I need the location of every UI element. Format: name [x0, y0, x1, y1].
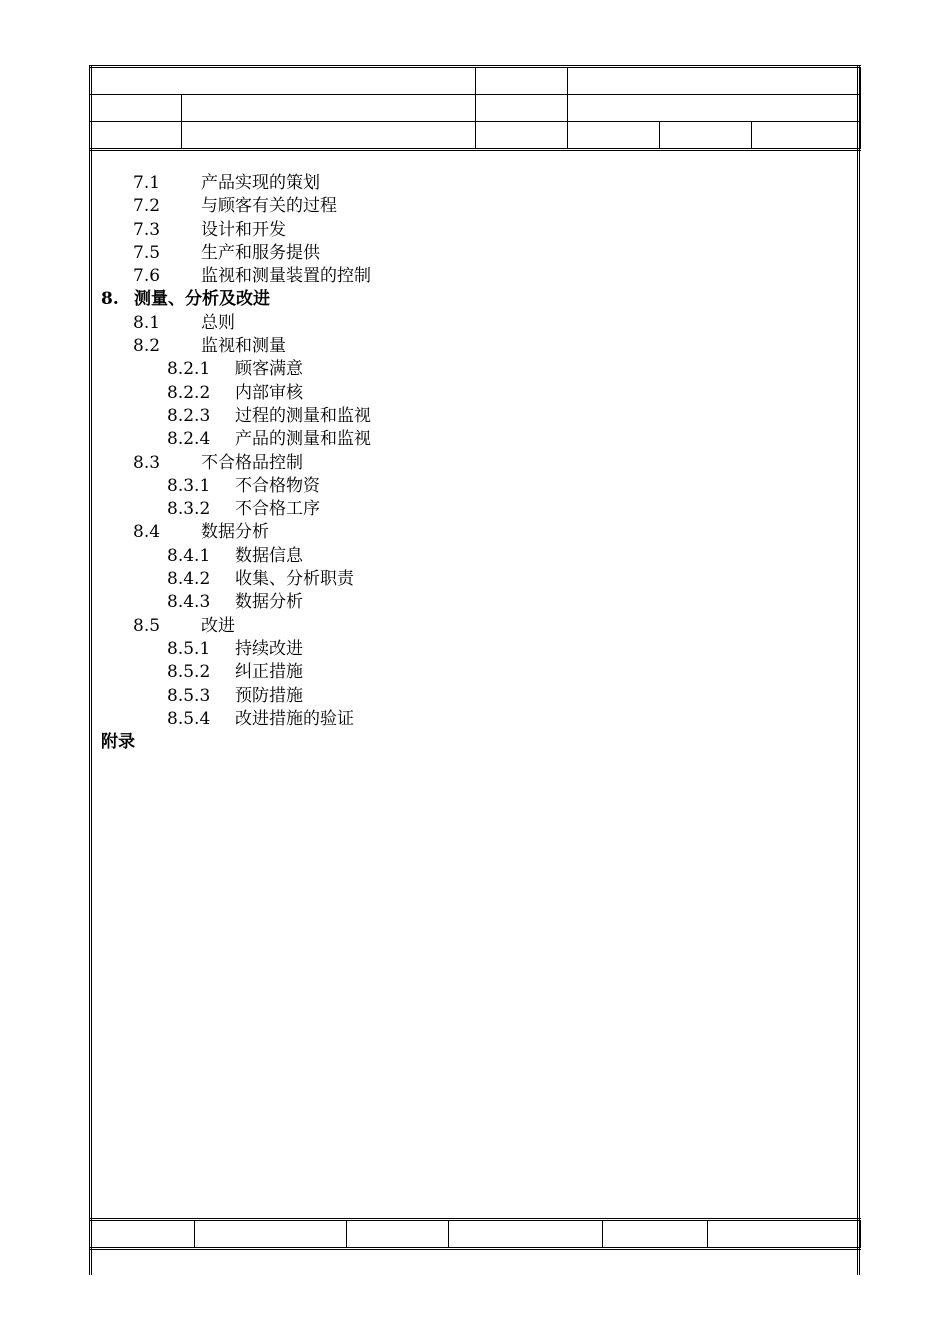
- toc-entry-title: 内部审核: [235, 382, 303, 403]
- page-frame: [89, 65, 860, 1275]
- toc-entry-number: 8.4.1: [167, 545, 211, 566]
- toc-entry-title: 总则: [201, 312, 235, 333]
- toc-entry-title: 附录: [101, 732, 135, 753]
- footer-cell: [90, 1220, 195, 1249]
- toc-entry-number: 8.4.3: [167, 592, 211, 613]
- toc-entry-number: 8.5.4: [167, 708, 211, 729]
- header-cell: [752, 122, 861, 150]
- toc-entry-title: 收集、分析职责: [235, 569, 354, 590]
- frame-right-border: [857, 65, 860, 1275]
- header-table: [89, 65, 861, 151]
- header-cell: [476, 122, 568, 150]
- toc-entry-title: 数据信息: [235, 545, 303, 566]
- toc-entry-title: 数据分析: [235, 592, 303, 613]
- header-cell: [182, 95, 476, 122]
- toc-entry-number: 7.1: [133, 173, 161, 193]
- toc-entry-number: 8.2.2: [167, 382, 211, 403]
- header-row-1: [90, 67, 861, 95]
- toc-entry-number: 7.6: [133, 266, 161, 287]
- frame-left-border: [89, 65, 92, 1275]
- toc-entry-title: 设计和开发: [201, 219, 286, 240]
- toc-entry-number: 8.4: [133, 522, 161, 543]
- footer-cell: [347, 1220, 449, 1249]
- toc-entry-number: 8.2.4: [167, 429, 211, 450]
- header-cell: [90, 95, 182, 122]
- header-cell: [568, 95, 861, 122]
- toc-entry-title: 不合格品控制: [201, 452, 303, 473]
- header-cell: [476, 67, 568, 95]
- toc-entry-title: 改进措施的验证: [235, 708, 354, 729]
- toc-entry-number: 8.5.3: [167, 685, 211, 706]
- header-cell: [660, 122, 752, 150]
- toc-entry-number: 8.5.1: [167, 638, 211, 659]
- header-cell: [476, 95, 568, 122]
- toc-entry-title: 预防措施: [235, 685, 303, 706]
- header-cell: [182, 122, 476, 150]
- toc-entry-number: 8.4.2: [167, 569, 211, 590]
- toc-entry-title: 纠正措施: [235, 662, 303, 683]
- toc-entry-number: 8.2.1: [167, 359, 211, 380]
- toc-entry-number: 8.2: [133, 336, 161, 357]
- toc-entry-number: 8.5: [133, 615, 161, 636]
- toc-entry-number: 8.1: [133, 312, 161, 333]
- footer-cell: [449, 1220, 603, 1249]
- header-row-3: [90, 122, 861, 150]
- toc-entry-number: 7.3: [133, 219, 161, 240]
- toc-entry-number: 7.2: [133, 196, 161, 217]
- toc-entry-title: 监视和测量装置的控制: [201, 266, 371, 287]
- toc-entry-number: 8.5.2: [167, 662, 211, 683]
- toc-entry-title: 过程的测量和监视: [235, 405, 371, 426]
- toc-entry-title: 顾客满意: [235, 359, 303, 380]
- toc-entry-number: 8.3: [133, 452, 161, 473]
- toc-entry-number: 8.3.2: [167, 499, 211, 520]
- toc-entry-number: 7.5: [133, 242, 161, 263]
- toc-entry-title: 产品的测量和监视: [235, 429, 371, 450]
- footer-table: [89, 1218, 861, 1250]
- toc-entry-title: 不合格工序: [235, 499, 320, 520]
- toc-entry-title: 监视和测量: [201, 336, 286, 357]
- toc-entry-title: 测量、分析及改进: [134, 289, 270, 310]
- toc-entry-title: 持续改进: [235, 638, 303, 659]
- footer-cell: [603, 1220, 708, 1249]
- footer-row: [90, 1220, 861, 1249]
- toc-entry-title: 与顾客有关的过程: [201, 196, 337, 217]
- footer-cell: [195, 1220, 347, 1249]
- header-row-2: [90, 95, 861, 122]
- header-cell: [568, 122, 660, 150]
- toc-entry-title: 生产和服务提供: [201, 242, 320, 263]
- header-cell: [90, 67, 476, 95]
- toc-entry-title: 不合格物资: [235, 475, 320, 496]
- toc-entry-number: 8.2.3: [167, 405, 211, 426]
- toc-entry-number: 8.3.1: [167, 475, 211, 496]
- toc-entry-title: 产品实现的策划: [201, 173, 320, 193]
- header-cell: [90, 122, 182, 150]
- header-cell: [568, 67, 861, 95]
- footer-cell: [708, 1220, 861, 1249]
- toc-entry-title: 改进: [201, 615, 235, 636]
- toc-entry-title: 数据分析: [201, 522, 269, 543]
- toc-entry-number: 8.: [101, 289, 119, 310]
